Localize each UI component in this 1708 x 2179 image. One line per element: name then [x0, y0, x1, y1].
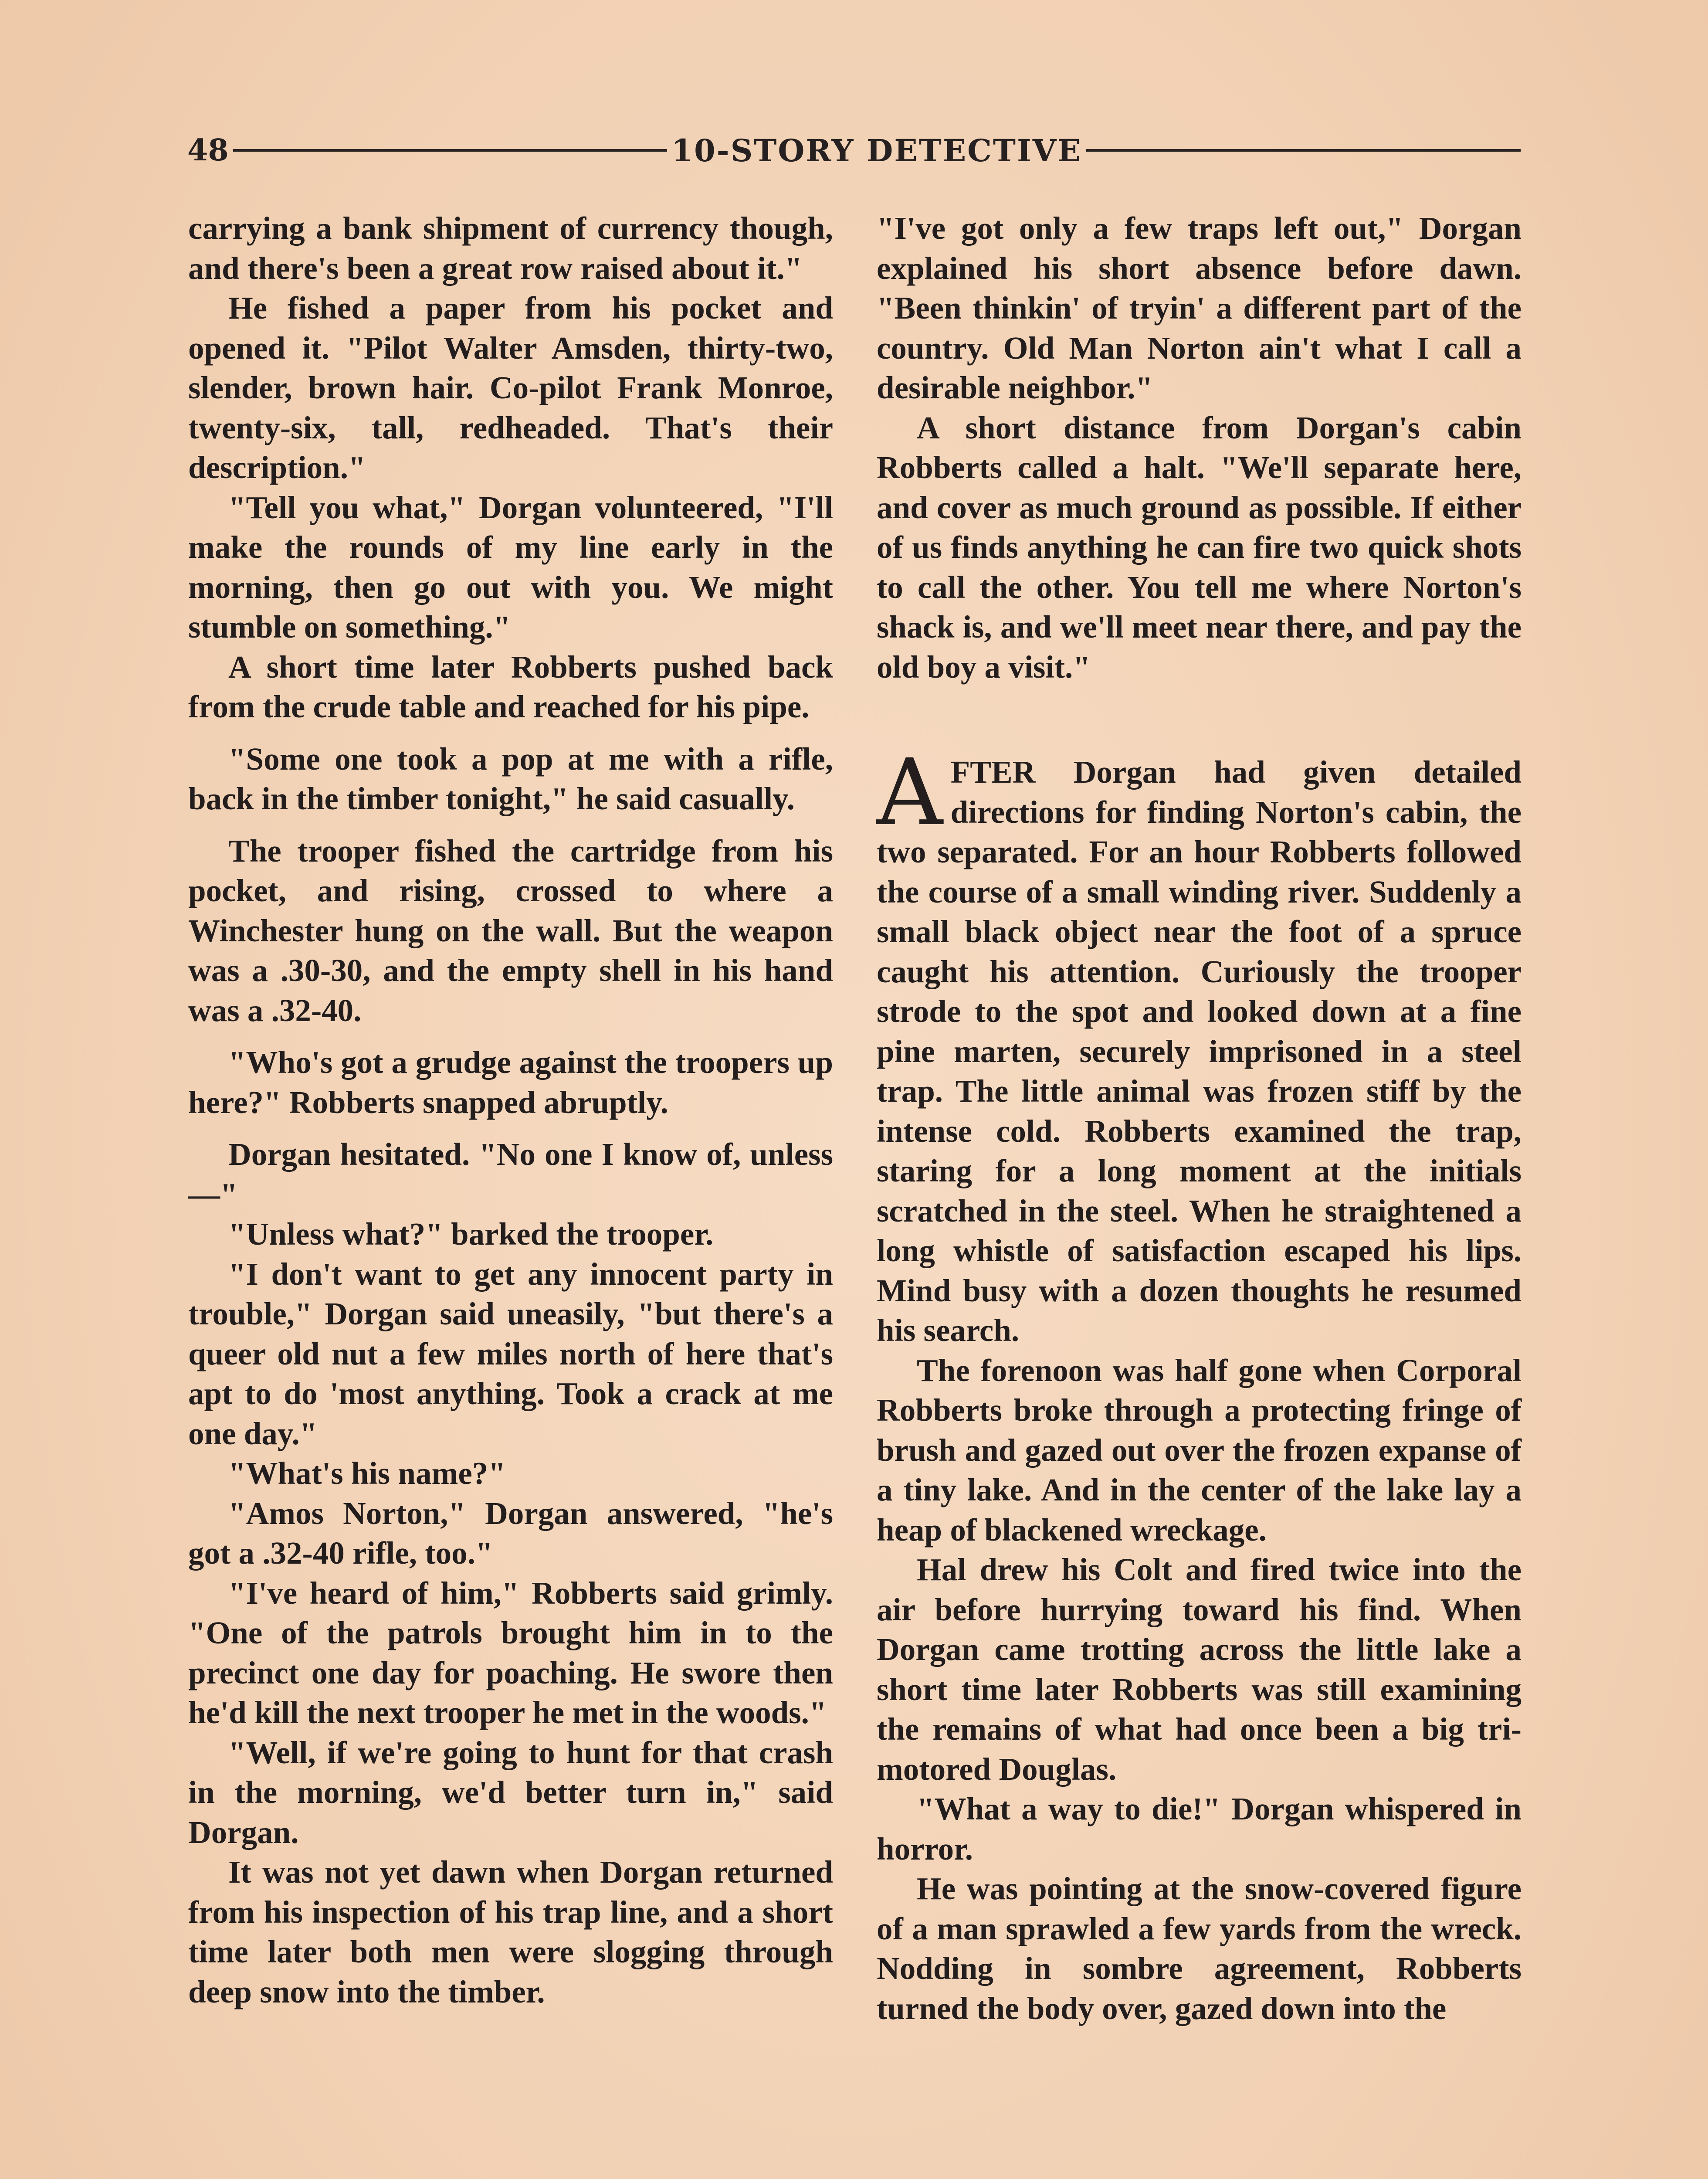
paragraph: "I've heard of him," Robberts said grimly. "One of the patrols brought him in to the precinct one day for poaching. He swore then he'd kill the next trooper he met in the woods." [188, 1575, 833, 1730]
page-number: 48 [187, 133, 229, 168]
paragraph-text: FTER Dorgan had given detailed directions for finding Norton's cabin, the two separated. For an hour Robberts followed the course of a small winding river. Suddenly a small black object near the foot of a spruce caught his attention. Curiously the trooper strode to the spot and looked down at a fine pine marten, securely imprisoned in a steel trap. The little animal was frozen stiff by the intense cold. Robberts examined the trap, staring for a long moment at the initials scratched in the steel. When he straightened a long whistle of satisfaction escaped his lips. Mind busy with a dozen thoughts he resumed his search. [877, 754, 1522, 1348]
paragraph: The trooper fished the cartridge from his pocket, and rising, crossed to where a Winchester hung on the wall. But the weapon was a .30-30, and the empty shell in his hand was a .32-40. [188, 833, 833, 1028]
paragraph: "Tell you what," Dorgan volunteered, "I'll make the rounds of my line early in the morning, then go out with you. We might stumble on something." [188, 489, 833, 645]
header-rule-left [233, 149, 668, 152]
paragraph: The forenoon was half gone when Corporal Robberts broke through a protecting fringe of brush and gazed out over the frozen expanse of a tiny lake. And in the center of the lake lay a heap of blackened wreckage. [877, 1352, 1522, 1548]
paragraph: "Well, if we're going to hunt for that crash in the morning, we'd better turn in," said Dorgan. [188, 1734, 833, 1850]
page-header [187, 131, 1525, 170]
paragraph: "I've got only a few traps left out," Dorgan explained his short absence before dawn. "Been thinkin' of tryin' a different part of the country. Old Man Norton ain't what I call a desirable neighbor." [877, 210, 1522, 405]
header-rule-right [1086, 149, 1521, 152]
paragraph: Dorgan hesitated. "No one I know of, unless—" [188, 1137, 833, 1212]
paragraph: He fished a paper from his pocket and opened it. "Pilot Walter Amsden, thirty-two, slender, brown hair. Co-pilot Frank Monroe, twenty-six, tall, redheaded. That's their description." [188, 290, 833, 485]
drop-cap: A [877, 739, 943, 846]
paragraph: "Unless what?" barked the trooper. [228, 1216, 714, 1252]
paragraph: "Some one took a pop at me with a rifle, back in the timber tonight," he said casually. [188, 741, 833, 816]
paragraph: Hal drew his Colt and fired twice into the air before hurrying toward his find. When Dorgan came trotting across the little lake a short time later Robberts was still examining the remains of what had once been a big tri-motored Douglas. [877, 1552, 1522, 1787]
paragraph: "I don't want to get any innocent party in trouble," Dorgan said uneasily, "but there's a queer old nut a few miles north of here that's apt to do 'most anything. Took a crack at me one day." [188, 1256, 833, 1451]
paragraph: "Who's got a grudge against the troopers up here?" Robberts snapped abruptly. [188, 1045, 833, 1120]
paragraph: A short time later Robberts pushed back from the crude table and reached for his pipe. [188, 649, 833, 724]
left-column [188, 208, 833, 2012]
paragraph: It was not yet dawn when Dorgan returned from his inspection of his trap line, and a short time later both men were slogging through deep snow into the timber. [188, 1854, 833, 2009]
paragraph: "Amos Norton," Dorgan answered, "he's got a .32-40 rifle, too." [188, 1495, 833, 1571]
paragraph: "What's his name?" [228, 1456, 506, 1491]
paragraph: A short distance from Dorgan's cabin Robberts called a halt. "We'll separate here, and cover as much ground as possible. If either of us finds anything he can fire two quick shots to call the other. You tell me where Norton's shack is, and we'll meet near there, and pay the old boy a visit." [877, 410, 1522, 685]
paragraph: He was pointing at the snow-covered figure of a man sprawled a few yards from the wreck. Nodding in sombre agreement, Robberts turned the body over, gazed down into the [877, 1871, 1522, 2026]
paragraph: "What a way to die!" Dorgan whispered in horror. [877, 1791, 1522, 1867]
paragraph: carrying a bank shipment of currency though, and there's been a great row raised about it." [188, 210, 833, 286]
right-column [877, 208, 1522, 2028]
magazine-title: 10-STORY DETECTIVE [671, 132, 1082, 169]
section-opening-paragraph [877, 739, 1522, 1351]
